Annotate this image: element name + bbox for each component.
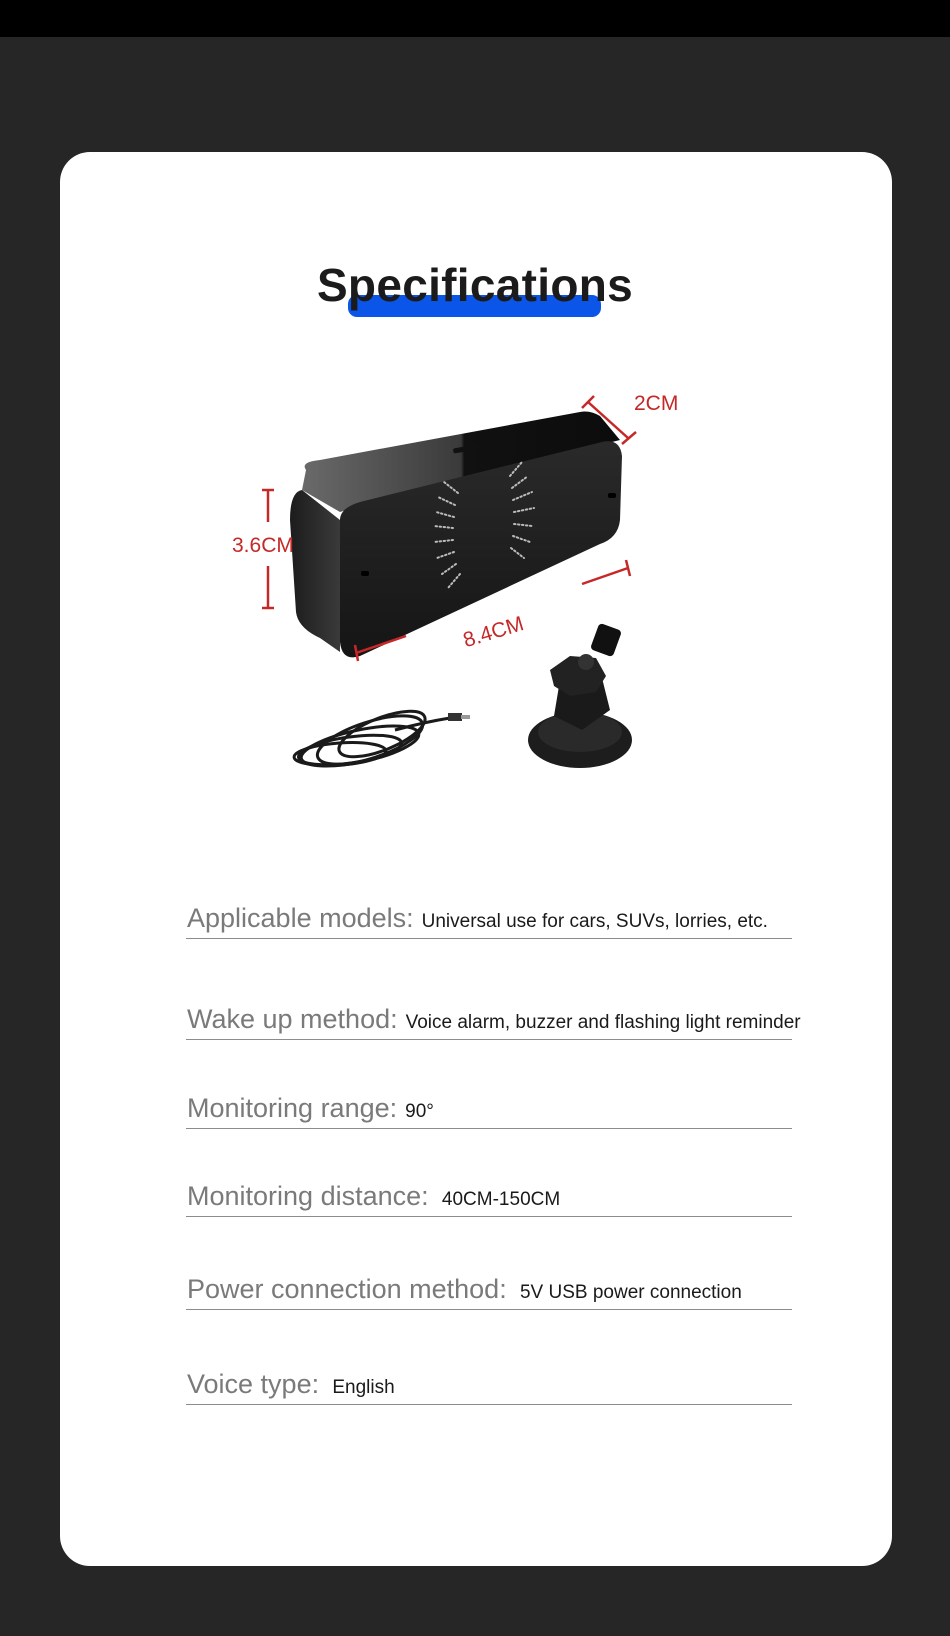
page-title: Specifications xyxy=(316,259,634,311)
spec-row-monitoring-range xyxy=(186,1088,792,1129)
spec-value: Universal use for cars, SUVs, lorries, etc. xyxy=(421,911,768,932)
spec-value: Voice alarm, buzzer and flashing light reminder xyxy=(405,1012,801,1033)
title-section xyxy=(0,255,950,315)
spec-label: Monitoring range: xyxy=(187,1093,398,1123)
dimension-height-label: 3.6CM xyxy=(232,534,294,557)
spec-label: Monitoring distance: xyxy=(187,1181,429,1211)
suction-mount-icon xyxy=(528,623,632,768)
spec-value: English xyxy=(327,1377,395,1398)
dimension-length-label: 8.4CM xyxy=(460,612,527,653)
spec-label: Power connection method: xyxy=(187,1274,507,1304)
spec-row-voice-type xyxy=(186,1364,792,1405)
spec-row-applicable-models xyxy=(186,898,792,939)
spec-card xyxy=(60,152,892,1566)
spec-row-wake-up-method xyxy=(186,999,801,1040)
product-image xyxy=(210,380,690,800)
spec-row-power-connection xyxy=(186,1269,792,1310)
usb-cable-icon xyxy=(293,702,470,774)
spec-label: Applicable models: xyxy=(187,903,414,933)
device-body-icon xyxy=(290,412,622,658)
spec-value: 40CM-150CM xyxy=(436,1189,561,1210)
spec-value: 90° xyxy=(405,1101,434,1122)
top-band xyxy=(0,0,950,37)
spec-value: 5V USB power connection xyxy=(514,1282,742,1303)
dimension-depth-label: 2CM xyxy=(634,392,679,415)
spec-label: Voice type: xyxy=(187,1369,320,1399)
spec-label: Wake up method: xyxy=(187,1004,398,1034)
spec-row-monitoring-distance xyxy=(186,1176,792,1217)
